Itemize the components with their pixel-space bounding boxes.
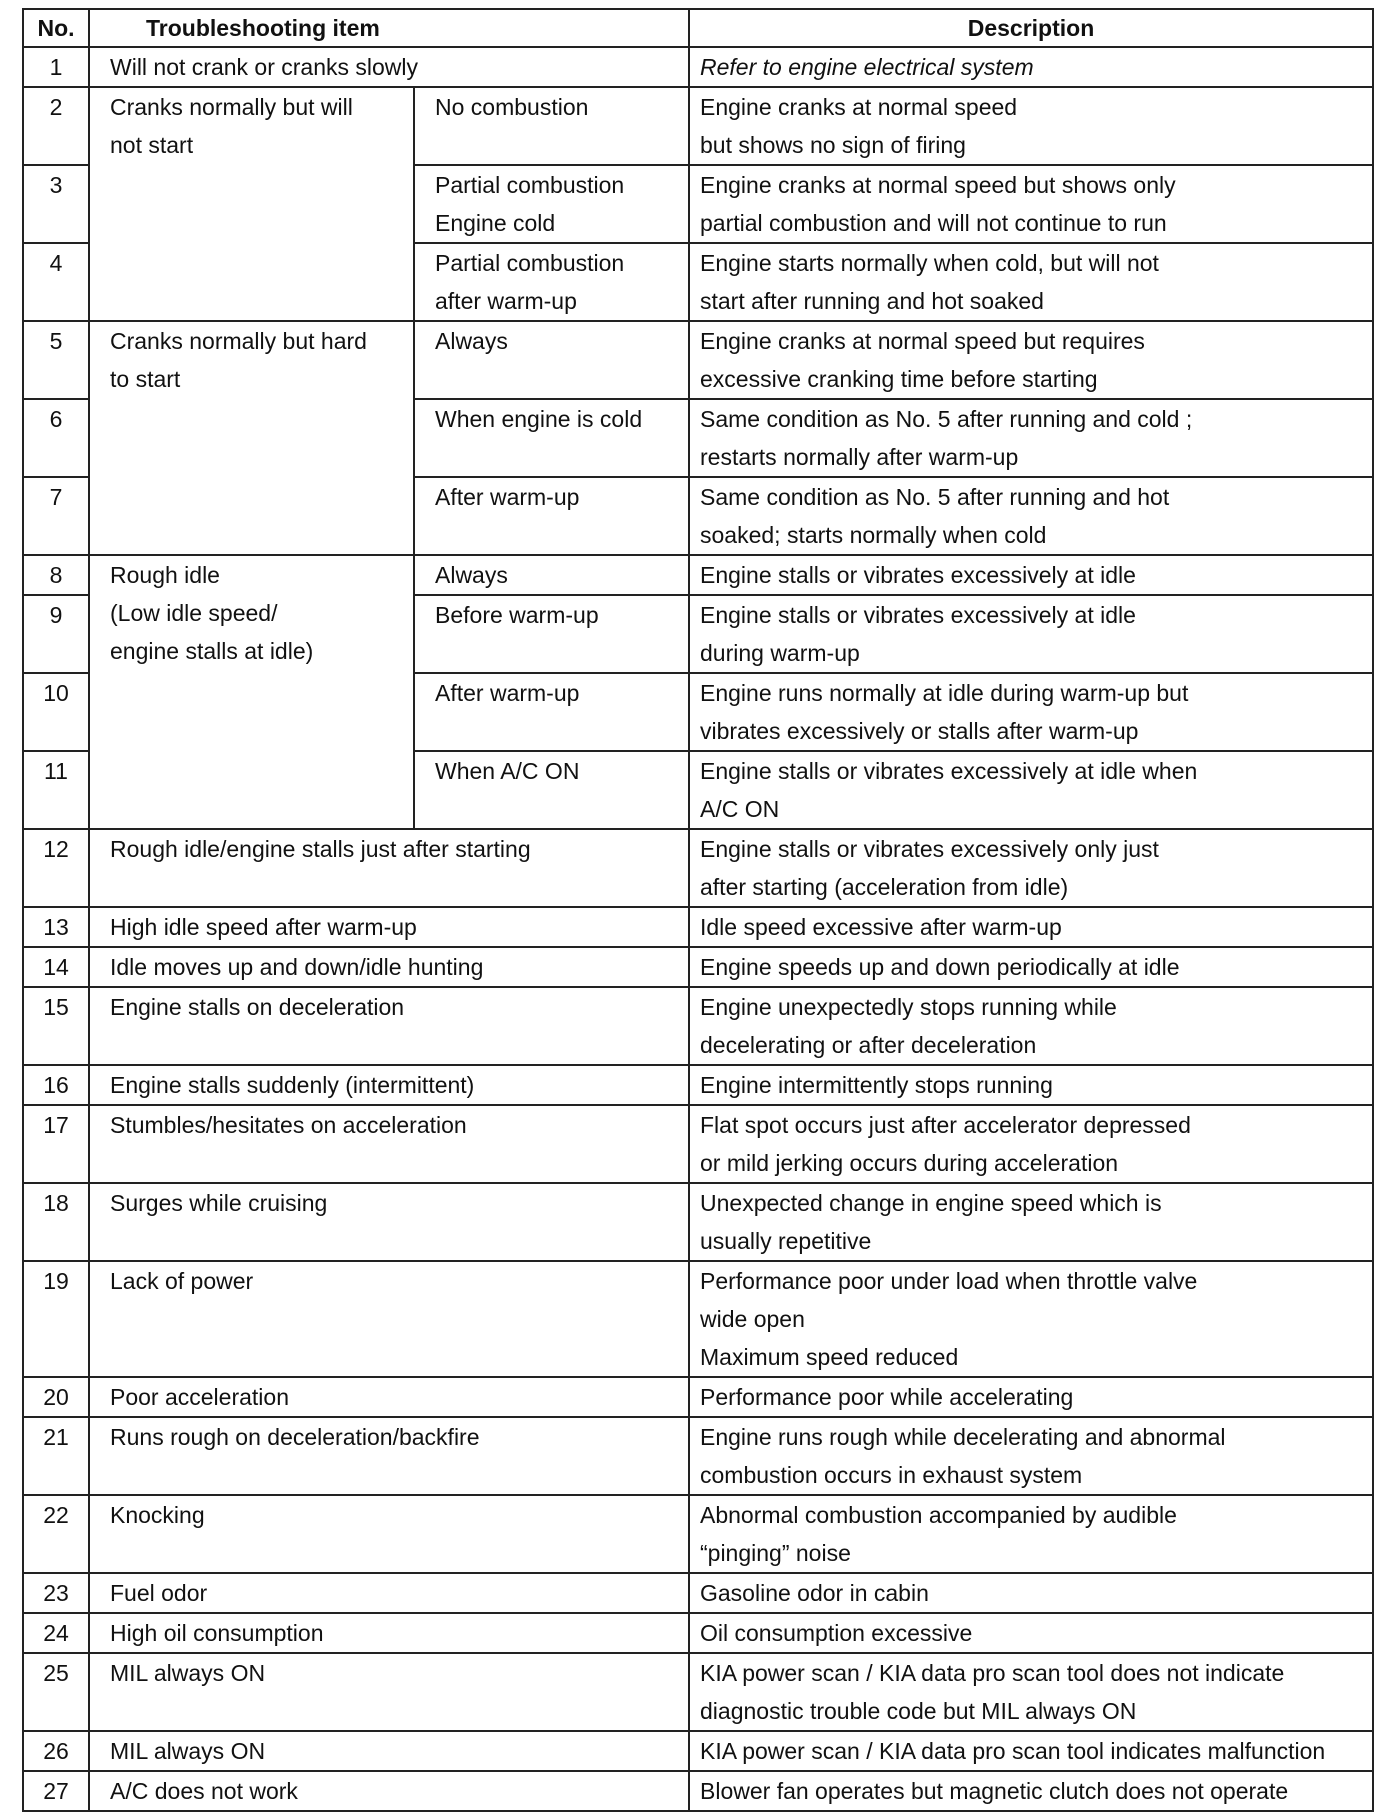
troubleshooting-subitem: Always: [414, 555, 689, 595]
troubleshooting-item: Lack of power: [89, 1261, 689, 1377]
row-number: 21: [23, 1417, 89, 1495]
troubleshooting-item: MIL always ON: [89, 1653, 689, 1731]
description: Engine cranks at normal speed but shows no sign of firing: [689, 87, 1373, 165]
troubleshooting-item: A/C does not work: [89, 1771, 689, 1811]
row-number: 6: [23, 399, 89, 477]
description: Oil consumption excessive: [689, 1613, 1373, 1653]
troubleshooting-item: High oil consumption: [89, 1613, 689, 1653]
description: Engine runs rough while decelerating and abnormal combustion occurs in exhaust system: [689, 1417, 1373, 1495]
table-row: [23, 1653, 1373, 1731]
row-number: 5: [23, 321, 89, 399]
row-number: 11: [23, 751, 89, 829]
table-row: [23, 47, 1373, 87]
troubleshooting-subitem: Always: [414, 321, 689, 399]
description: Blower fan operates but magnetic clutch does not operate: [689, 1771, 1373, 1811]
row-number: 17: [23, 1105, 89, 1183]
row-number: 4: [23, 243, 89, 321]
description: Engine unexpectedly stops running while decelerating or after deceleration: [689, 987, 1373, 1065]
table-row: [23, 1771, 1373, 1811]
description: Performance poor while accelerating: [689, 1377, 1373, 1417]
table-row: [23, 555, 1373, 595]
troubleshooting-item: Knocking: [89, 1495, 689, 1573]
troubleshooting-item: Poor acceleration: [89, 1377, 689, 1417]
table-row: [23, 1377, 1373, 1417]
table-row: [23, 907, 1373, 947]
table-row: [23, 1731, 1373, 1771]
troubleshooting-subitem: After warm-up: [414, 477, 689, 555]
row-number: 2: [23, 87, 89, 165]
table-row: [23, 1495, 1373, 1573]
troubleshooting-item: Engine stalls on deceleration: [89, 987, 689, 1065]
description: KIA power scan / KIA data pro scan tool does not indicate diagnostic trouble code but MIL always ON: [689, 1653, 1373, 1731]
troubleshooting-subitem: After warm-up: [414, 673, 689, 751]
description: Engine stalls or vibrates excessively at idle: [689, 555, 1373, 595]
troubleshooting-item: MIL always ON: [89, 1731, 689, 1771]
row-number: 25: [23, 1653, 89, 1731]
row-number: 10: [23, 673, 89, 751]
table-row: [23, 87, 1373, 165]
table-row: [23, 829, 1373, 907]
description: Engine stalls or vibrates excessively at idle when A/C ON: [689, 751, 1373, 829]
troubleshooting-subitem: Partial combustion Engine cold: [414, 165, 689, 243]
troubleshooting-subitem: When engine is cold: [414, 399, 689, 477]
description: Idle speed excessive after warm-up: [689, 907, 1373, 947]
troubleshooting-item: Idle moves up and down/idle hunting: [89, 947, 689, 987]
row-number: 26: [23, 1731, 89, 1771]
row-number: 27: [23, 1771, 89, 1811]
header-description: Description: [689, 9, 1373, 47]
table-row: [23, 1183, 1373, 1261]
row-number: 23: [23, 1573, 89, 1613]
troubleshooting-item: Cranks normally but hard to start: [89, 321, 414, 555]
troubleshooting-subitem: No combustion: [414, 87, 689, 165]
row-number: 1: [23, 47, 89, 87]
row-number: 12: [23, 829, 89, 907]
table-row: [23, 1065, 1373, 1105]
troubleshooting-subitem: When A/C ON: [414, 751, 689, 829]
description: Engine starts normally when cold, but will not start after running and hot soaked: [689, 243, 1373, 321]
table-header-row: [23, 9, 1373, 47]
description: Same condition as No. 5 after running and hot soaked; starts normally when cold: [689, 477, 1373, 555]
row-number: 22: [23, 1495, 89, 1573]
troubleshooting-item: Rough idle/engine stalls just after starting: [89, 829, 689, 907]
table-row: [23, 1613, 1373, 1653]
table-row: [23, 987, 1373, 1065]
table-row: [23, 321, 1373, 399]
table-row: [23, 1261, 1373, 1377]
troubleshooting-item: Surges while cruising: [89, 1183, 689, 1261]
description: Engine cranks at normal speed but requires excessive cranking time before starting: [689, 321, 1373, 399]
description: Refer to engine electrical system: [689, 47, 1373, 87]
description: Engine stalls or vibrates excessively at idle during warm-up: [689, 595, 1373, 673]
row-number: 8: [23, 555, 89, 595]
troubleshooting-item: Cranks normally but will not start: [89, 87, 414, 321]
troubleshooting-item: Stumbles/hesitates on acceleration: [89, 1105, 689, 1183]
header-no: No.: [23, 9, 89, 47]
description: Performance poor under load when throttle valve wide open Maximum speed reduced: [689, 1261, 1373, 1377]
table-row: [23, 1105, 1373, 1183]
row-number: 15: [23, 987, 89, 1065]
row-number: 3: [23, 165, 89, 243]
troubleshooting-item: Will not crank or cranks slowly: [89, 47, 689, 87]
description: Engine speeds up and down periodically at idle: [689, 947, 1373, 987]
description: Engine stalls or vibrates excessively only just after starting (acceleration from idle): [689, 829, 1373, 907]
description: Engine cranks at normal speed but shows only partial combustion and will not continue to run: [689, 165, 1373, 243]
description: Flat spot occurs just after accelerator depressed or mild jerking occurs during acceleration: [689, 1105, 1373, 1183]
row-number: 13: [23, 907, 89, 947]
troubleshooting-item: High idle speed after warm-up: [89, 907, 689, 947]
row-number: 19: [23, 1261, 89, 1377]
troubleshooting-subitem: Before warm-up: [414, 595, 689, 673]
troubleshooting-item: Fuel odor: [89, 1573, 689, 1613]
troubleshooting-subitem: Partial combustion after warm-up: [414, 243, 689, 321]
table-row: [23, 1417, 1373, 1495]
troubleshooting-item: Engine stalls suddenly (intermittent): [89, 1065, 689, 1105]
description: Engine runs normally at idle during warm-up but vibrates excessively or stalls after warm-up: [689, 673, 1373, 751]
troubleshooting-table: [22, 8, 1374, 1812]
row-number: 14: [23, 947, 89, 987]
description: Engine intermittently stops running: [689, 1065, 1373, 1105]
description: Unexpected change in engine speed which is usually repetitive: [689, 1183, 1373, 1261]
row-number: 7: [23, 477, 89, 555]
description: Abnormal combustion accompanied by audible “pinging” noise: [689, 1495, 1373, 1573]
troubleshooting-item: Runs rough on deceleration/backfire: [89, 1417, 689, 1495]
row-number: 16: [23, 1065, 89, 1105]
row-number: 24: [23, 1613, 89, 1653]
description: Same condition as No. 5 after running and cold ; restarts normally after warm-up: [689, 399, 1373, 477]
troubleshooting-item: Rough idle (Low idle speed/ engine stalls at idle): [89, 555, 414, 829]
table-row: [23, 1573, 1373, 1613]
row-number: 18: [23, 1183, 89, 1261]
troubleshooting-page: [22, 8, 1372, 1812]
table-row: [23, 947, 1373, 987]
description: Gasoline odor in cabin: [689, 1573, 1373, 1613]
row-number: 20: [23, 1377, 89, 1417]
row-number: 9: [23, 595, 89, 673]
description: KIA power scan / KIA data pro scan tool indicates malfunction: [689, 1731, 1373, 1771]
header-troubleshooting-item: Troubleshooting item: [89, 9, 689, 47]
